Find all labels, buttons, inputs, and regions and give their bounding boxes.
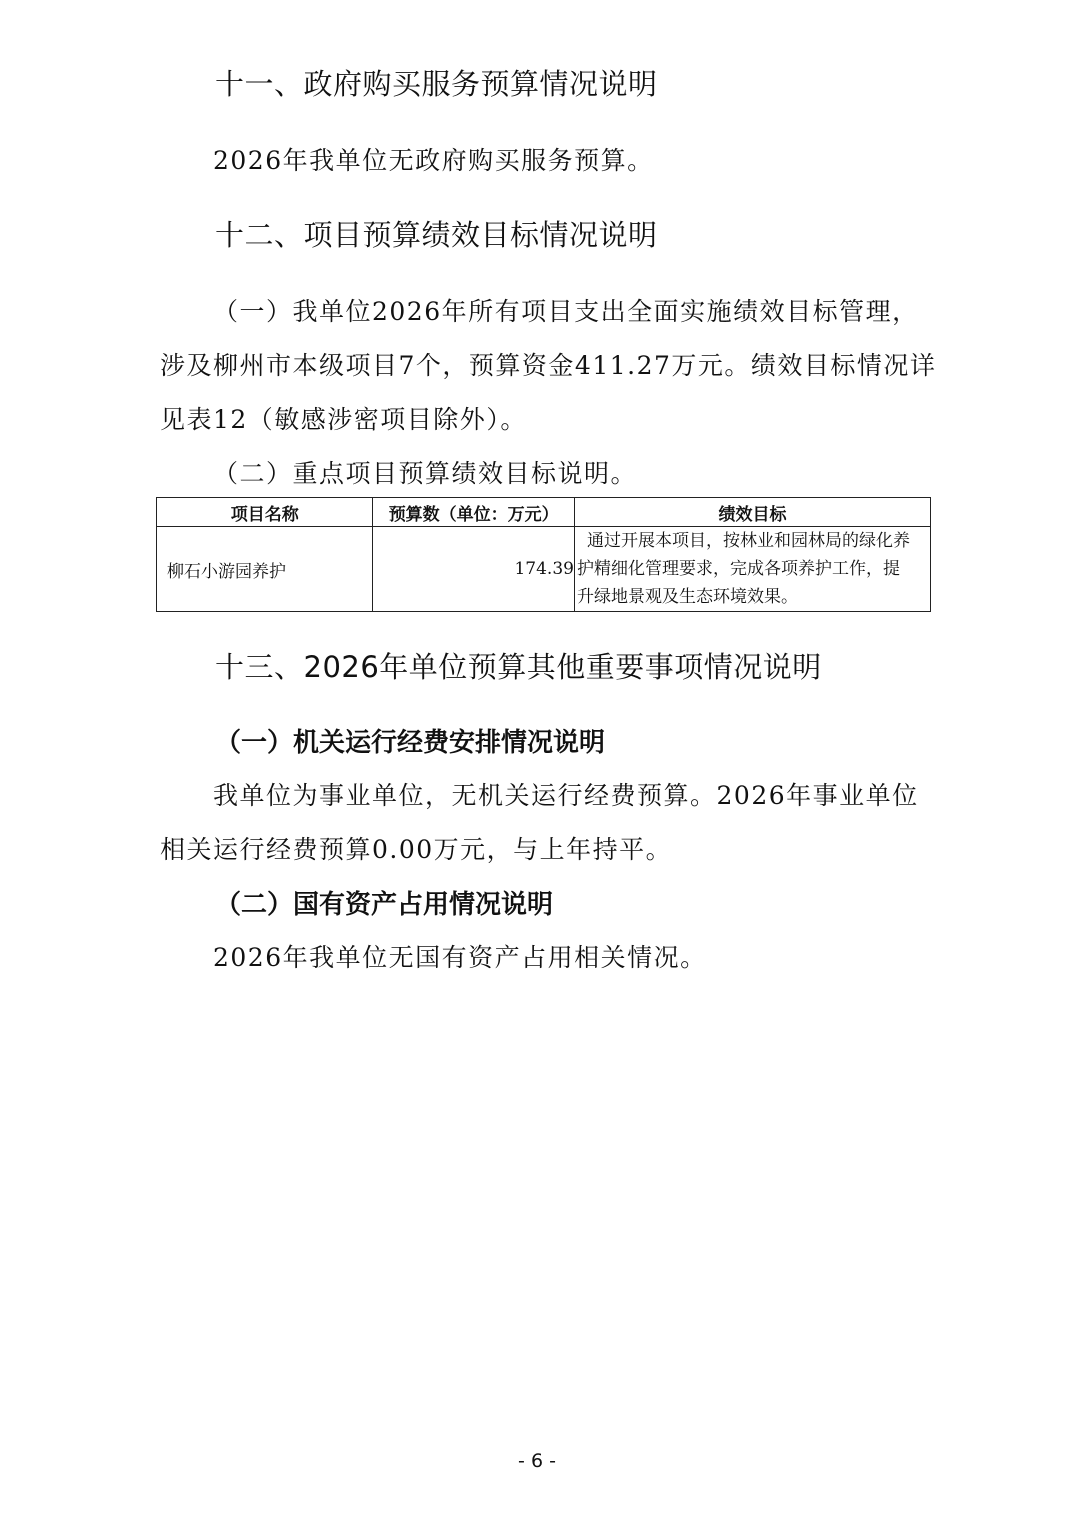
section-13-sub1-heading: （一）机关运行经费安排情况说明 bbox=[215, 728, 606, 758]
cell-budget-amount: 174.39 bbox=[373, 527, 575, 612]
section-11-text: 2026年我单位无政府购买服务预算。 bbox=[213, 146, 654, 175]
table-row bbox=[157, 527, 931, 612]
col-header-budget: 预算数（单位：万元） bbox=[373, 498, 575, 527]
section-13-heading: 十三、2026年单位预算其他重要事项情况说明 bbox=[215, 650, 822, 684]
section-12-para1-line3: 见表12（敏感涉密项目除外）。 bbox=[160, 405, 527, 434]
goal-line: 通过开展本项目，按林业和园林局的绿化养 bbox=[586, 531, 910, 551]
section-12-para2: （二）重点项目预算绩效目标说明。 bbox=[213, 459, 638, 488]
performance-goal-table bbox=[156, 497, 931, 612]
section-12-heading: 十二、项目预算绩效目标情况说明 bbox=[215, 218, 658, 252]
section-13-sub2-text: 2026年我单位无国有资产占用相关情况。 bbox=[213, 943, 707, 972]
page-number: - 6 - bbox=[518, 1450, 556, 1472]
cell-goal bbox=[574, 527, 930, 612]
table-header-row bbox=[157, 498, 931, 527]
section-13-sub1-line1: 我单位为事业单位，无机关运行经费预算。2026年事业单位 bbox=[213, 781, 919, 810]
col-header-project-name: 项目名称 bbox=[157, 498, 373, 527]
section-13-sub2-heading: （二）国有资产占用情况说明 bbox=[215, 890, 554, 920]
goal-line: 升绿地景观及生态环境效果。 bbox=[576, 587, 798, 607]
section-12-para1-line2: 涉及柳州市本级项目7个，预算资金411.27万元。绩效目标情况详 bbox=[160, 351, 937, 380]
section-13-sub1-line2: 相关运行经费预算0.00万元，与上年持平。 bbox=[160, 835, 673, 864]
goal-line: 护精细化管理要求，完成各项养护工作，提 bbox=[576, 559, 900, 579]
section-12-para1-line1: （一）我单位2026年所有项目支出全面实施绩效目标管理， bbox=[213, 297, 919, 326]
cell-project-name: 柳石小游园养护 bbox=[157, 527, 373, 612]
section-11-heading: 十一、政府购买服务预算情况说明 bbox=[215, 67, 658, 101]
col-header-goal: 绩效目标 bbox=[574, 498, 930, 527]
